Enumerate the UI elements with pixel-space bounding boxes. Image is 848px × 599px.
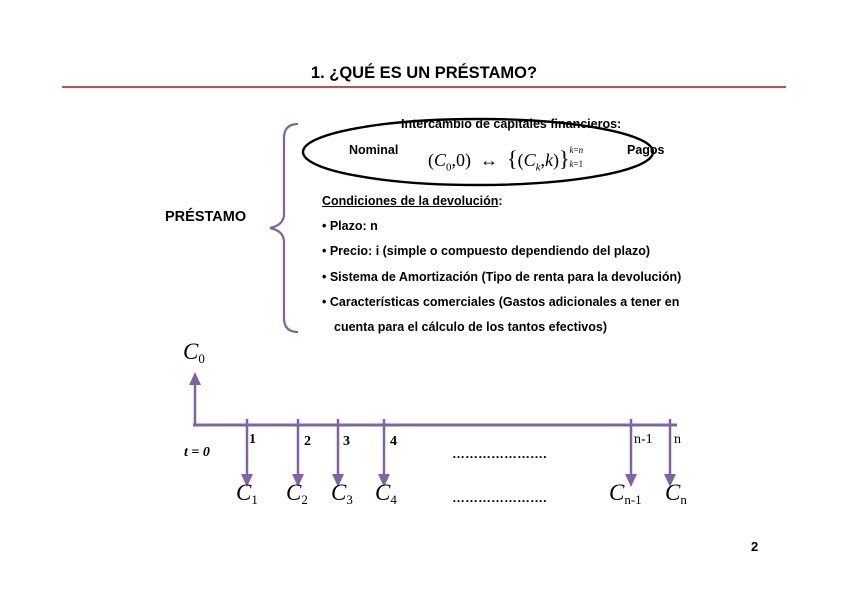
payments-label: Pagos xyxy=(627,143,665,157)
condition-item: • Sistema de Amortización (Tipo de renta para la devolución) xyxy=(322,270,682,284)
conditions-colon: : xyxy=(498,194,503,208)
payment-label: $C_4$ xyxy=(375,480,397,507)
tick-label: 1 xyxy=(249,432,256,447)
exchange-formula: $(C_0,0)$ ↔ $\{(C_k,k)\}$ k=n k=1 xyxy=(428,145,584,174)
payment-label: $C_n$ xyxy=(665,480,687,507)
condition-item: • Plazo: n xyxy=(322,219,378,233)
condition-item: • Características comerciales (Gastos adicionales a tener en xyxy=(322,295,680,309)
tick-label: 3 xyxy=(343,434,350,449)
condition-item-continuation: cuenta para el cálculo de los tantos efectivos) xyxy=(334,320,608,334)
exchange-heading: Intercambio de capitales financieros: xyxy=(401,117,622,131)
initial-capital-label: $C_0$ xyxy=(183,339,205,366)
payment-label: $C_2$ xyxy=(286,480,308,507)
condition-item: • Precio: i (simple o compuesto dependiendo del plazo) xyxy=(322,244,651,258)
payment-label: $C_1$ xyxy=(236,480,258,507)
payments-ellipsis: …………………. xyxy=(452,490,547,505)
payment-label: $C_3$ xyxy=(331,480,353,507)
origin-label: t = 0 xyxy=(184,445,210,460)
nominal-label: Nominal xyxy=(349,143,399,157)
tick-label: 2 xyxy=(304,434,311,449)
term-label: PRÉSTAMO xyxy=(165,209,247,225)
slide-title: 1. ¿QUÉ ES UN PRÉSTAMO? xyxy=(310,64,538,82)
tick-label: n xyxy=(674,432,681,447)
conditions-heading: Condiciones de la devolución xyxy=(322,194,499,208)
page-number: 2 xyxy=(751,539,759,554)
tick-label: 4 xyxy=(390,434,397,449)
tick-label: n-1 xyxy=(634,432,653,447)
up-arrow-head xyxy=(189,372,201,385)
timeline-ellipsis: …………………. xyxy=(452,446,547,461)
payment-label: $C_{n-1}$ xyxy=(609,480,642,507)
